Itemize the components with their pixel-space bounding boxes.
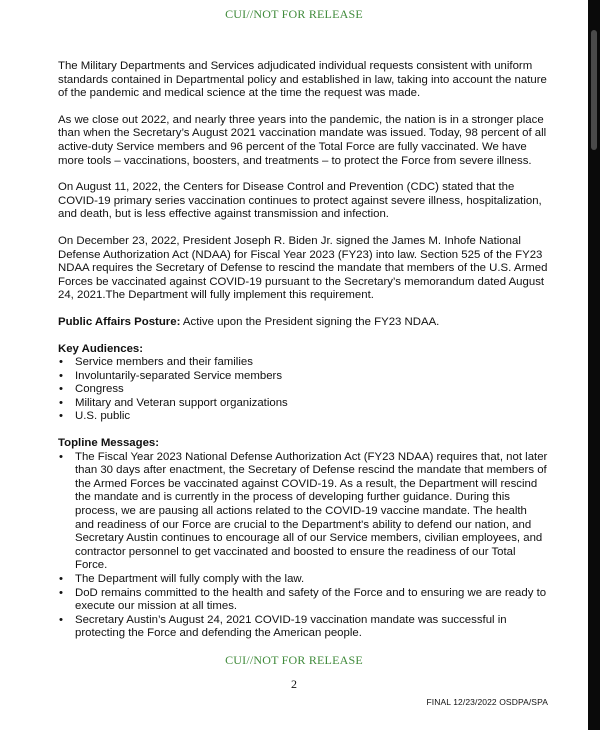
paragraph-cdc: On August 11, 2022, the Centers for Disease Control and Prevention (CDC) stated that the COVID-19 primary series vaccination continues to protect against severe illness, hospitalization, and death, but is less effective against transmission and infection. bbox=[58, 181, 542, 221]
list-item: • U.S. public bbox=[58, 410, 548, 424]
header-marking: CUI//NOT FOR RELEASE bbox=[225, 7, 363, 21]
paragraph-ndaa: On December 23, 2022, President Joseph R. Biden Jr. signed the James M. Inhofe National Defense Authorization Act (NDAA) for Fiscal Year 2023 (FY23) into law. Section 525 of the FY23 NDAA requires the Secretary of Defense to rescind the mandate that members of the U.S. Armed Forces be vaccinated against COVID-19 pursuant to the Secretary’s memorandum dated August 24, 2021.The Department will fully implement this requirement. bbox=[58, 234, 548, 302]
paragraph-vaccination-status: As we close out 2022, and nearly three years into the pandemic, the nation is in a stronger place than when the Secretary’s August 2021 vaccination mandate was issued. Today, 98 percent of all active-duty Service members and 96 percent of the Total Force are fully vaccinated. We have more tools – vaccinations, boosters, and treatments – to protect the Force from severe illness. bbox=[58, 113, 547, 167]
posture-text: Active upon the President signing the FY23 NDAA. bbox=[180, 315, 440, 328]
document-body bbox=[58, 60, 548, 654]
audiences-heading: Key Audiences: bbox=[58, 342, 144, 355]
list-item: • DoD remains committed to the health and safety of the Force and to ensuring we are ready to execute our mission at all times. bbox=[58, 587, 548, 614]
list-item: • The Department will fully comply with the law. bbox=[58, 573, 548, 587]
list-item: • Military and Veteran support organizations bbox=[58, 397, 548, 411]
list-item: • The Fiscal Year 2023 National Defense Authorization Act (FY23 NDAA) requires that, not later than 30 days after enactment, the Secretary of Defense rescind the mandate that members of the Armed Forces be vaccinated against COVID-19. As a result, the Department will rescind the mandate and is currently in the process of developing further guidance. During this process, we are pausing all actions related to the COVID-19 vaccine mandate. The health and readiness of our Force are crucial to the Department's ability to defend our nation, and Secretary Austin continues to encourage all of our Service members, civilian employees, and contractor personnel to get vaccinated and boosted to ensure the readiness of our Total Force. bbox=[58, 451, 548, 573]
posture-line bbox=[58, 316, 548, 330]
final-stamp: FINAL 12/23/2022 OSDPA/SPA bbox=[426, 697, 548, 707]
list-item: • Secretary Austin’s August 24, 2021 COVID-19 vaccination mandate was successful in protecting the Force and defending the American people. bbox=[58, 614, 548, 641]
paragraph-adjudication: The Military Departments and Services adjudicated individual requests consistent with uniform standards contained in Departmental policy and established in law, taking into account the nature of the pandemic and medical science at the time the request was made. bbox=[58, 60, 547, 100]
scrollbar-thumb[interactable] bbox=[591, 30, 597, 150]
posture-label: Public Affairs Posture: bbox=[58, 315, 181, 328]
list-item: • Congress bbox=[58, 383, 548, 397]
topline-heading: Topline Messages: bbox=[58, 437, 160, 450]
page-number: 2 bbox=[291, 677, 297, 691]
audiences-list bbox=[58, 356, 548, 424]
list-item: • Involuntarily-separated Service members bbox=[58, 370, 548, 384]
topline-list bbox=[58, 451, 548, 641]
list-item: • Service members and their families bbox=[58, 356, 548, 370]
footer-marking: CUI//NOT FOR RELEASE bbox=[225, 653, 363, 667]
scrollbar[interactable] bbox=[588, 0, 600, 730]
